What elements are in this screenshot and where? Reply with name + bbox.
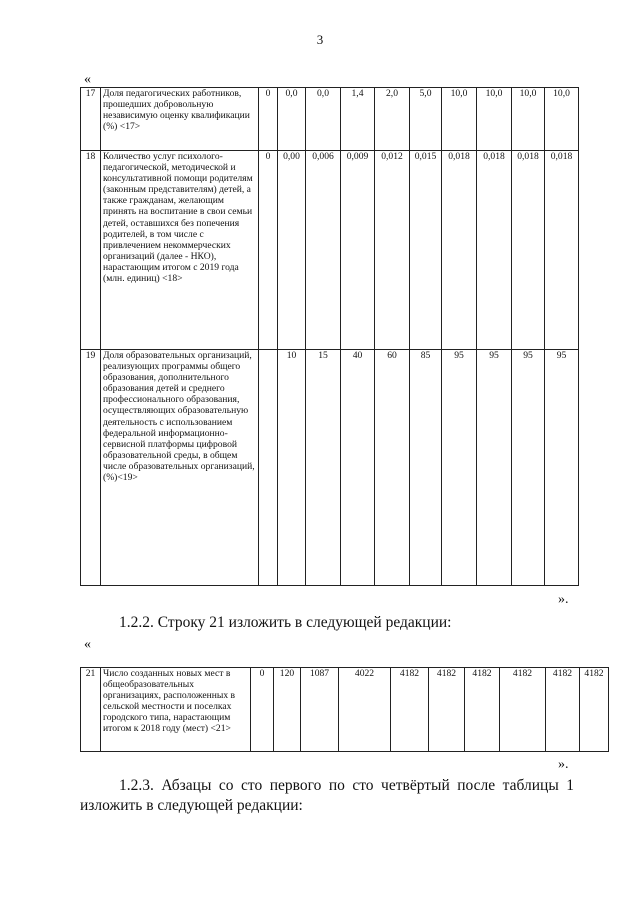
indicator-name: Доля педагогических работников, прошедших добровольную независимую оценку квалификации (%) <17> [101,88,259,151]
value-cell: 4182 [546,668,580,752]
value-cell: 95 [442,350,477,586]
instruction-paragraphs [80,776,574,816]
value-cell: 4182 [465,668,500,752]
value-cell: 1,4 [341,88,375,151]
value-cell: 0,018 [442,151,477,350]
value-cell: 2,0 [375,88,410,151]
value-cell: 40 [341,350,375,586]
value-cell: 4182 [500,668,546,752]
table-row [81,88,579,151]
value-cell: 0 [259,88,278,151]
row-number: 21 [81,668,101,752]
value-cell: 0,00 [278,151,306,350]
value-cell: 10,0 [545,88,579,151]
value-cell: 95 [545,350,579,586]
indicators-table-1 [80,87,579,586]
value-cell: 0,018 [477,151,512,350]
value-cell: 0,018 [545,151,579,350]
value-cell: 95 [512,350,545,586]
page-number: 3 [316,32,324,47]
value-cell: 1087 [301,668,339,752]
open-quote-1: « [84,72,91,87]
indicator-name: Доля образовательных организаций, реализующих программы общего образования, дополнительного образования детей и среднего профессионального образования, осуществляющих образовательную деятельность с использованием федеральной информационно-сервисной платформы цифровой образовательной среды, в общем числе образовательных организаций, (%)<19> [101,350,259,586]
value-cell: 4182 [429,668,465,752]
indicator-name: Число созданных новых мест в общеобразовательных организациях, расположенных в сельской местности и поселках городского типа, нарастающим итогом к 2018 году (мест) <21> [101,668,251,752]
value-cell: 10,0 [512,88,545,151]
row-number: 17 [81,88,101,151]
value-cell: 10,0 [442,88,477,151]
value-cell: 10,0 [477,88,512,151]
open-quote-2: « [84,637,91,652]
instruction-line-1: 1.2.3. Абзацы со сто первого по сто четвёртый после таблицы 1 [119,777,574,794]
value-cell: 0,018 [512,151,545,350]
instruction-line-2: изложить в следующей редакции: [80,797,303,814]
value-cell: 5,0 [410,88,442,151]
value-cell: 0,0 [306,88,341,151]
indicators-table-2 [80,667,609,752]
close-quote-2: ». [558,757,569,772]
row-number: 18 [81,151,101,350]
value-cell: 0,012 [375,151,410,350]
value-cell: 4182 [391,668,429,752]
value-cell: 95 [477,350,512,586]
value-cell [259,350,278,586]
value-cell: 4022 [339,668,391,752]
instruction-row-21: 1.2.2. Строку 21 изложить в следующей редакции: [119,614,452,631]
close-quote-1: ». [558,592,569,607]
value-cell: 15 [306,350,341,586]
value-cell: 120 [274,668,301,752]
value-cell: 0 [259,151,278,350]
value-cell: 4182 [580,668,609,752]
value-cell: 0 [251,668,274,752]
table-row [81,668,609,752]
value-cell: 0,006 [306,151,341,350]
value-cell: 0,009 [341,151,375,350]
value-cell: 60 [375,350,410,586]
table-row [81,350,579,586]
row-number: 19 [81,350,101,586]
value-cell: 85 [410,350,442,586]
value-cell: 0,015 [410,151,442,350]
value-cell: 0,0 [278,88,306,151]
indicator-name: Количество услуг психолого-педагогической, методической и консультативной помощи родителям (законным представителям) детей, а также гражданам, желающим принять на воспитание в свои семьи детей, оставшихся без попечения родителей, в том числе с привлечением некоммерческих организаций (далее - НКО), нарастающим итогом с 2019 года (млн. единиц) <18> [101,151,259,350]
value-cell: 10 [278,350,306,586]
table-row [81,151,579,350]
